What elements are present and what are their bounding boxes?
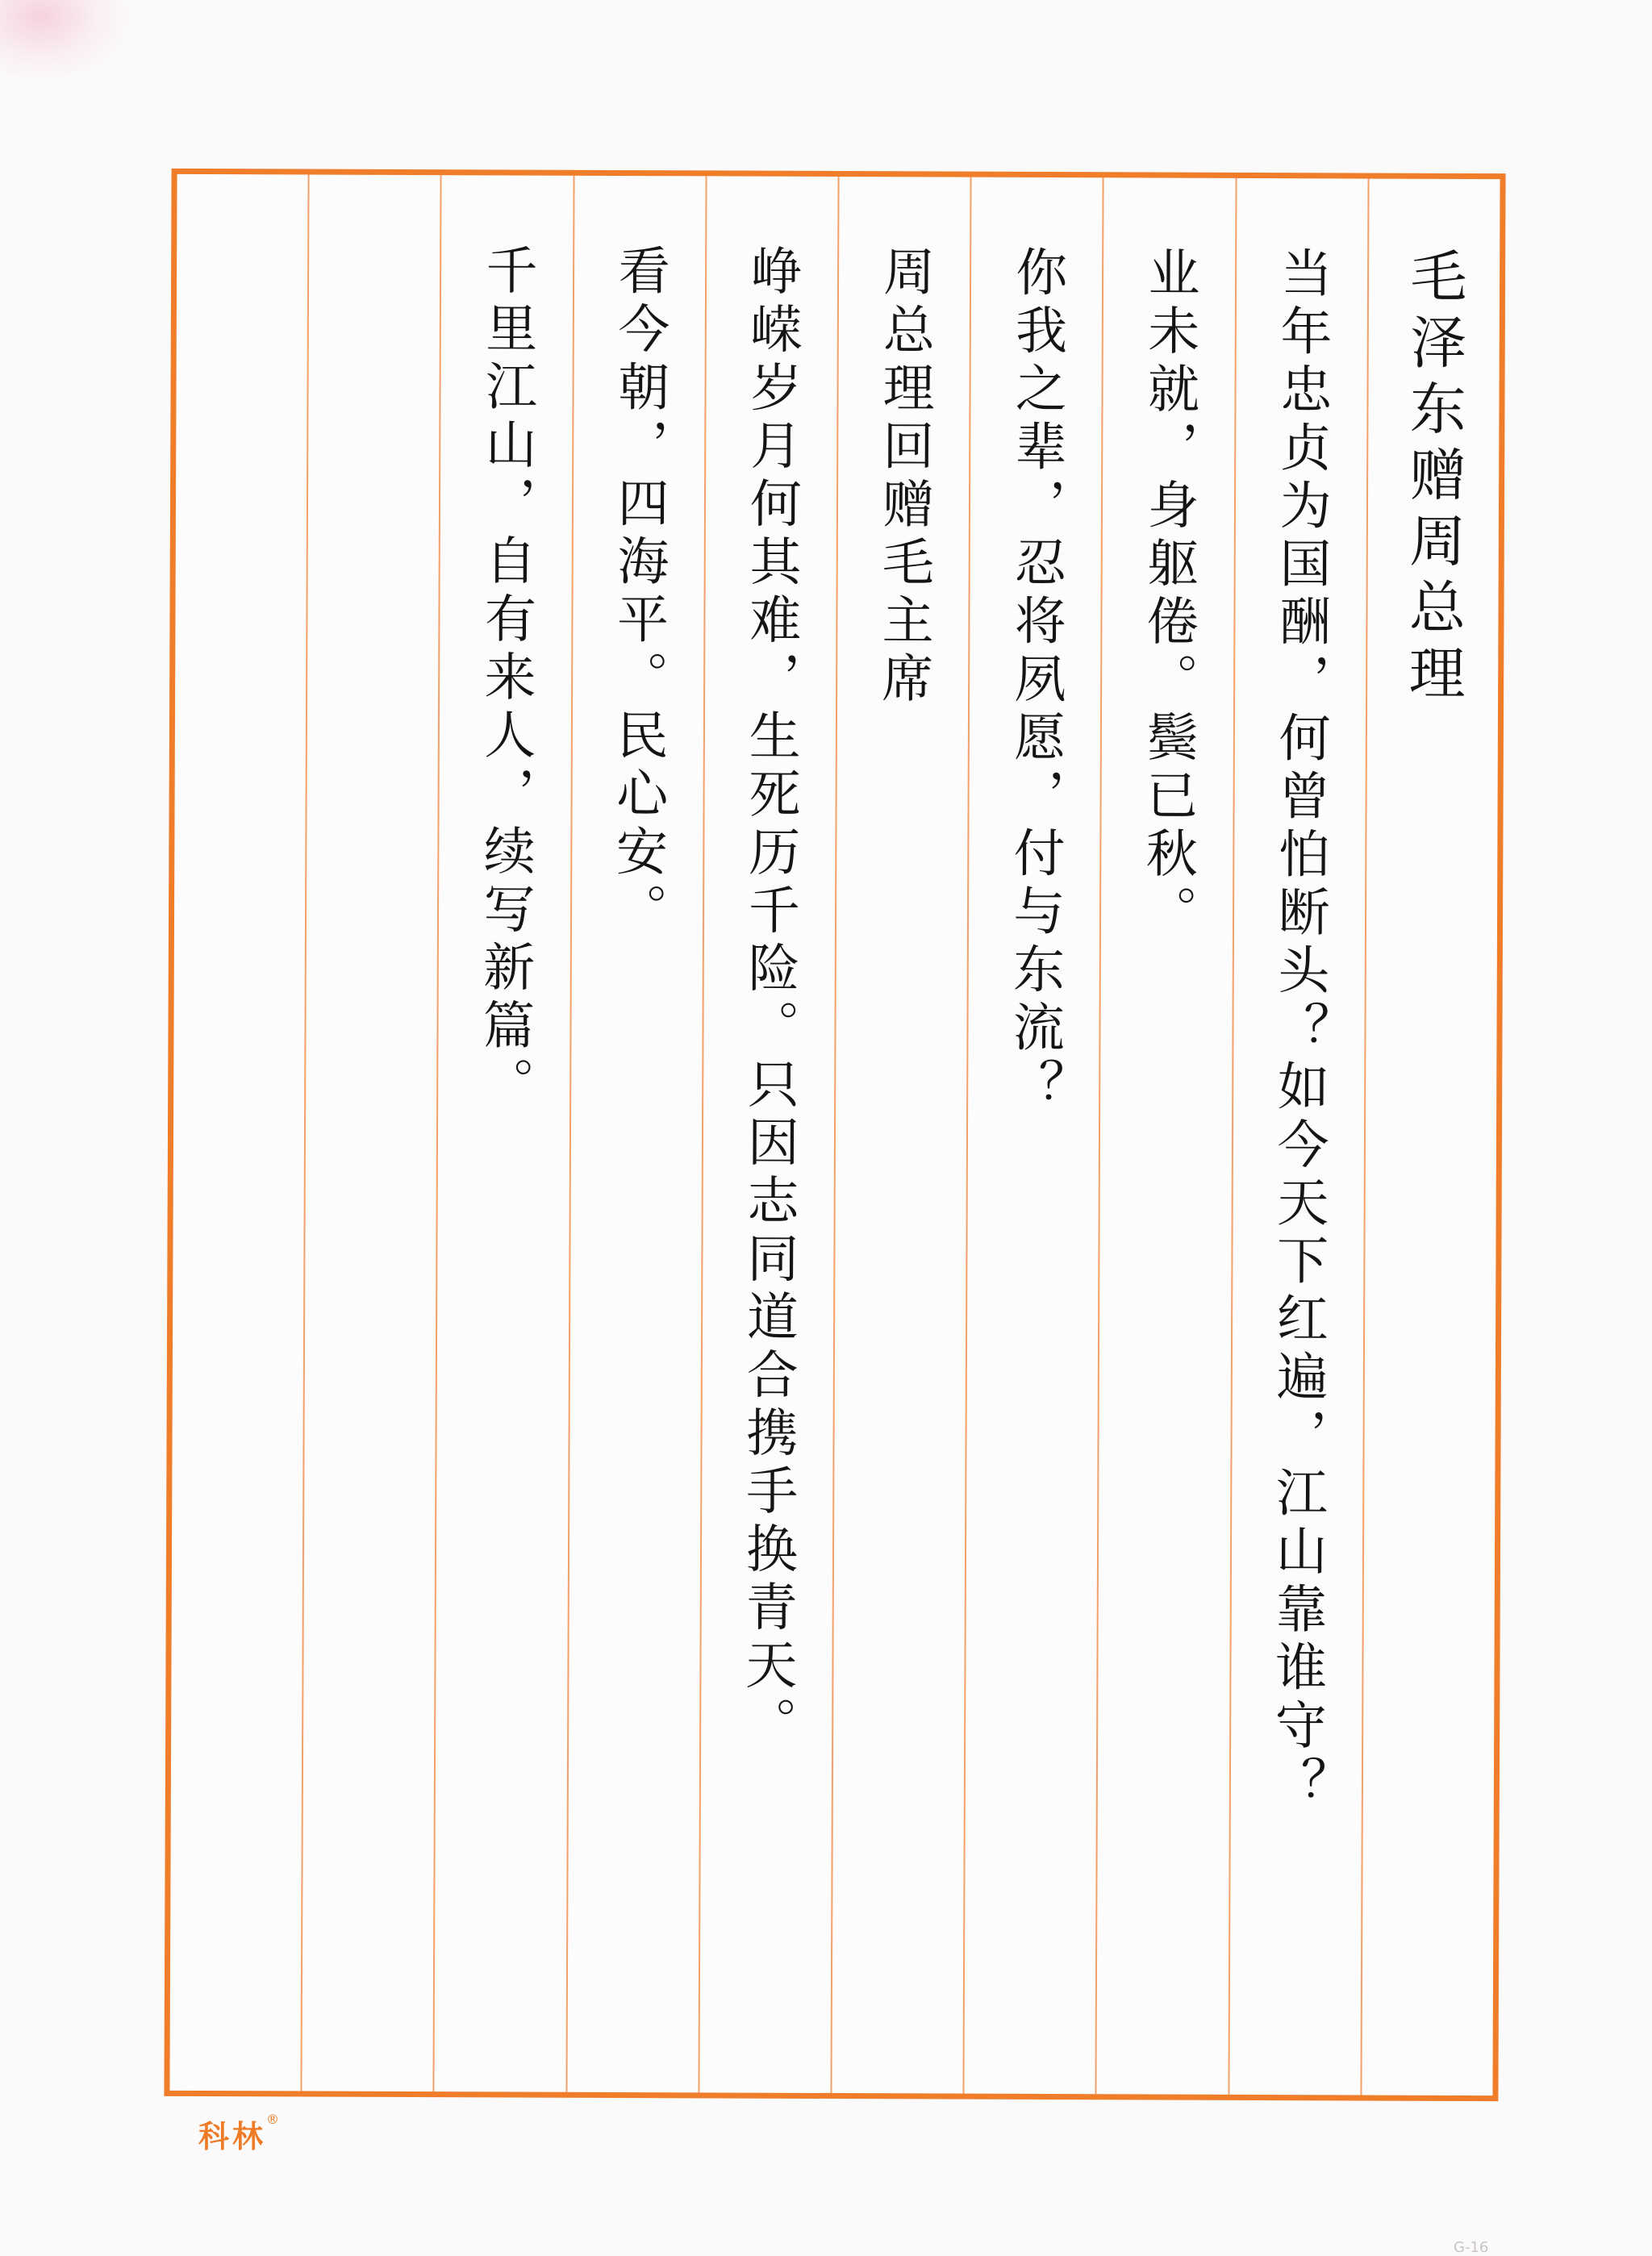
page-number: G-16 (1454, 2239, 1489, 2256)
grid-column-3 (1095, 177, 1235, 2095)
grid-column-2 (1228, 178, 1367, 2095)
grid-column-5 (830, 177, 970, 2094)
poem-line: 你我之辈，忍将夙愿，付与东流？ (1003, 244, 1067, 1117)
grid-column-6 (698, 176, 837, 2093)
grid-column-1 (1360, 179, 1500, 2096)
grid-column-8 (433, 175, 573, 2092)
grid-column-9-empty (301, 174, 440, 2091)
grid-column-10-empty (169, 174, 307, 2091)
poem-title-zhou: 周总理回赠毛主席 (873, 244, 935, 710)
brand-name: 科林 (198, 2119, 267, 2154)
empty-line (368, 243, 375, 2066)
corner-shade (0, 0, 129, 81)
poem-line: 业未就，身躯倦。鬓已秋。 (1137, 245, 1199, 943)
poem-line: 峥嵘岁月何其难，生死历千险。只因志同道合携手换青天。 (736, 244, 803, 1754)
publisher-logo (198, 2112, 279, 2156)
poem-line: 千里江山，自有来人，续写新篇。 (473, 243, 537, 1115)
poem-line: 看今朝，四海平。民心安。 (607, 243, 670, 941)
grid-column-4 (963, 177, 1103, 2095)
empty-line (236, 242, 243, 2065)
poem-title-mao: 毛泽东赠周总理 (1399, 246, 1468, 710)
grid-column-7 (565, 176, 705, 2093)
writing-grid-frame (164, 169, 1505, 2101)
poem-line: 当年忠贞为国酬，何曾怕断头？如今天下红遍，江山靠谁守？ (1266, 246, 1332, 1815)
registered-mark: ® (266, 2112, 280, 2127)
